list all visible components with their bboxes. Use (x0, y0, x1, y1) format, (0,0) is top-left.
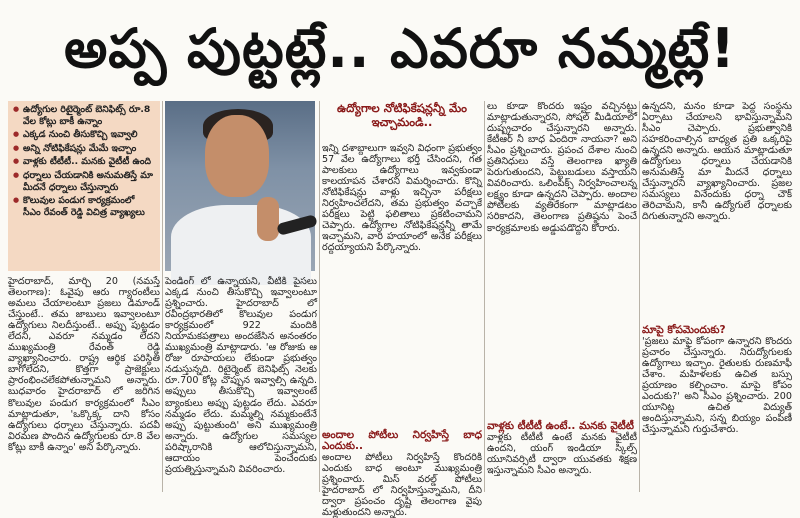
column-rule (162, 101, 163, 492)
highlight-item: ● ఉద్యోగుల రిటైర్మెంట్ బెనిఫిట్స్ రూ.8 వేల కోట్లు బాకీ ఉన్నాం (13, 104, 155, 127)
photo-hand (257, 197, 279, 241)
column-4-bottom (487, 421, 637, 492)
headline: అప్ప పుట్టట్లే.. ఎవరూ నమ్మట్లే! (64, 17, 736, 80)
column-5-bottom (642, 325, 792, 492)
column-rule (639, 101, 640, 492)
column-3-text: ఇన్ని దశాబ్దాలుగా ఇవ్వని విధంగా ప్రభుత్వం 57 వేల ఉద్యోగాలు భర్తీ చేసిందని, గత పాలకులు ఉద్యోగాలు ఇవ్వకుండా కాలయాపన చేశారని విమర్శించారు. కొన్ని నోటిఫికేషన్లు వాళ్లు ఇచ్చినా పరీక్షలు నిర్వహించలేదని, తమ ప్రభుత్వం వచ్చాకే పరీక్షలు పెట్టి ఫలితాలు ప్రకటించామని చెప్పారు. ఉద్యోగాల నోటిఫికేషన్లన్నీ తామే ఇచ్చామని, వారి హయాంలో అనేక పరీక్షలు రద్దయ్యాయని పేర్కొన్నారు. (322, 143, 482, 254)
section-text: వాళ్లకు టీటీటీ ఉంటే మనకు వైటీటీ ఉందని, యంగ్ ఇండియా స్కిల్స్ యూనివర్సిటీ ద్వారా యువతకు శిక్షణ ఇస్తున్నామని సీఎం అన్నారు. (487, 432, 637, 477)
highlight-item: ● వాళ్లకు టీటీటీ.. మనకు వైటీటీ ఉంది (13, 156, 155, 168)
highlight-item: ● ఎక్కడ నుంచి తీసుకొచ్చి ఇవ్వాలి (13, 129, 155, 141)
column-1-text: హైదరాబాద్, మార్చి 20 (నమస్తే తెలంగాణ): ఓవైపు ఆరు గ్యారంటీలు అమలు చేయాలంటూ ప్రజలు డిమాండ్ చేస్తుంటే.. తమ జాబులు ఇవ్వాలంటూ ఉద్యోగులు నిలదీస్తుంటే.. అప్పు పుట్టడం లేదని, ఎవరూ నమ్మడం లేదని ముఖ్యమంత్రి రేవంత్ రెడ్డి వ్యాఖ్యానించారు. రాష్ట్ర ఆర్థిక పరిస్థితి బాగోలేదని, కొత్తగా ప్రాజెక్టులు ప్రారంభించలేకపోతున్నామని అన్నారు. బుధవారం హైదరాబాద్ లో జరిగిన కొలువుల పండుగ కార్యక్రమంలో సీఎం మాట్లాడుతూ, 'ఒక్కొక్క దాని కోసం ఉద్యోగులు ధర్నాలు చేస్తున్నారు. పదవీ విరమణ పొందిన ఉద్యోగులకు రూ.8 వేల కోట్లు బాకీ ఉన్నాం' అని పేర్కొన్నారు. (8, 276, 160, 453)
column-rule (484, 101, 485, 492)
section-text: 'ప్రజలు మాపై కోపంగా ఉన్నారని కొందరు ప్రచారం చేస్తున్నారు. నిరుద్యోగులకు ఉద్యోగాలు ఇచ్చాం. రైతులకు రుణమాఫీ చేశాం. మహిళలకు ఉచిత బస్సు ప్రయాణం కల్పించాం. మాపై కోపం ఎందుకు?' అని సీఎం ప్రశ్నించారు. 200 యూనిట్ల ఉచిత విద్యుత్ అందిస్తున్నామని, సన్న బియ్యం పంపిణీ చేస్తున్నామని గుర్తుచేశారు. (642, 336, 792, 436)
photo-face (205, 115, 269, 197)
column-3-bottom (322, 429, 482, 518)
section-heading: అందాల పోటీలు నిర్వహిస్తే బాధ ఎందుకు.. (322, 429, 482, 453)
section-heading: వాళ్లకు టీటీటీ ఉంటే.. మనకు వైటీటీ (487, 420, 635, 432)
section-heading: మాపై కోపమెందుకు? (642, 324, 726, 336)
column-2-text: పెండింగ్ లో ఉన్నాయని, వీటికి పైసలు ఎక్కడ నుంచి తీసుకొచ్చి ఇవ్వాలంటూ ప్రశ్నించారు. హైదరాబాద్ లో రవీంద్రభారతిలో కొలువుల పండుగ కార్యక్రమంలో 922 మందికి నియామకపత్రాలు అందజేసిన అనంతరం ముఖ్యమంత్రి మాట్లాడారు. 'ఆ రోజుకు ఆ రోజు రూపాయలు లేకుండా ప్రభుత్వం నడుస్తున్నది. రిటైర్మెంట్ బెనిఫిట్స్ నెలకు రూ.700 కోట్ల చొప్పున ఇవ్వాల్సి ఉన్నది. అప్పులు తీసుకొచ్చి ఇవ్వాలంటే బ్యాంకులు అప్పు పుట్టడం లేదు. ఎవరూ నమ్మడం లేదు. మమ్మల్ని నమ్మకుంటేనే అప్పు పుట్టుతుంది' అని ముఖ్యమంత్రి అన్నారు. ఉద్యోగుల సమస్యల పరిష్కారానికి ఆలోచిస్తున్నామని, ఆదాయం పెంచేందుకు ప్రయత్నిస్తున్నామని వివరించారు. (165, 276, 317, 475)
highlight-item: ● ధర్నాలు చేయడానికి అనుమతిస్తే మా మీదనే ధర్నాలు చేస్తున్నారు (13, 170, 155, 193)
column-5-text: ఉన్నదని, మనం కూడా పెద్ద సంస్థను ఏర్పాటు చేయాలని భావిస్తున్నామని సీఎం చెప్పారు. ప్రభుత్వానికి సహకరించాల్సిన బాధ్యత ప్రతి ఒక్కరిపై ఉన్నదని అన్నారు. ఆయన మాట్లాడుతూ ఉద్యోగులు ధర్నాలు చేయడానికి అనుమతిస్తే మా మీదనే ధర్నాలు చేస్తున్నారని వ్యాఖ్యానించారు. ప్రజల సమస్యలు వినేందుకు ధర్నా చౌక్ తెరిచామని, కానీ ఉద్యోగులే ధర్నాలకు దిగుతున్నారని అన్నారు. (642, 101, 792, 223)
column-4-text: లు కూడా కొందరు ఇష్టం వచ్చినట్టు మాట్లాడుతున్నారని, సోషల్ మీడియాలో దుష్ప్రచారం చేస్తున్నారని అన్నారు. కేటీఆర్ నీ బాధ ఏందిరా నాయనా? అని సీఎం ప్రశ్నించారు. ప్రపంచ దేశాల నుంచి ప్రతినిధులు వస్తే తెలంగాణ ఖ్యాతి పెరుగుతుందని, పెట్టుబడులు వస్తాయని వివరించారు. ఒలింపిక్స్ నిర్వహించాలన్న లక్ష్యం కూడా ఉన్నదని చెప్పారు. అందాల పోటీలకు వ్యతిరేకంగా మాట్లాడటం సరికాదని, తెలంగాణ ప్రతిష్ఠను పెంచే కార్యక్రమాలకు అడ్డుపడొద్దని కోరారు. (487, 101, 637, 234)
subhead: ఉద్యోగాల నోటిఫికేషన్లన్నీ మేం ఇచ్చామండి.. (337, 101, 467, 129)
highlight-item: ● అన్ని నోటిఫికేషన్లు మేమే ఇచ్చాం (13, 143, 155, 155)
highlight-item: ● కొలువుల పండుగ కార్యక్రమంలో సీఎం రేవంత్ రెడ్డి విచిత్ర వ్యాఖ్యలు (13, 195, 155, 218)
highlights-box (8, 101, 160, 271)
cm-photo (165, 101, 315, 271)
section-text: అందాల పోటీలు నిర్వహిస్తే కొందరికి ఎందుకు బాధ అంటూ ముఖ్యమంత్రి ప్రశ్నించారు. మిస్ వరల్డ్ పోటీలు హైదరాబాద్ లో నిర్వహిస్తున్నామని, దీని ద్వారా ప్రపంచం దృష్టి తెలంగాణ వైపు మళ్లుతుందని అన్నారు. (322, 452, 482, 518)
photo-shirt (171, 205, 311, 285)
column-rule (319, 101, 320, 492)
